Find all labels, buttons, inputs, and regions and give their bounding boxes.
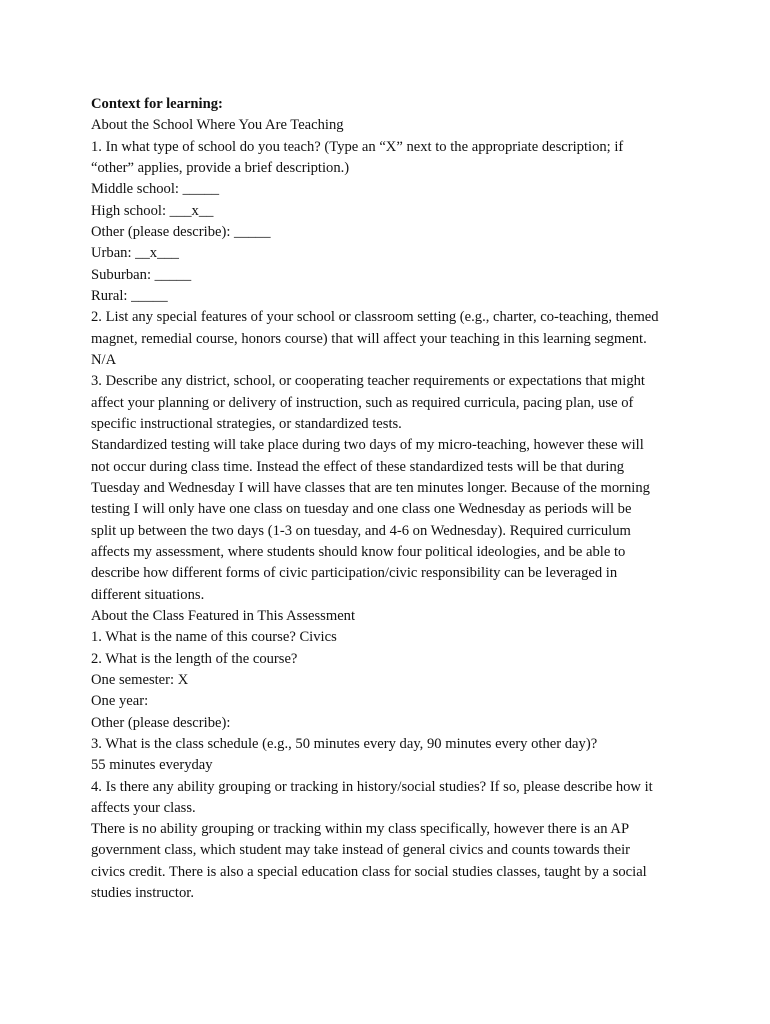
text-line: “other” applies, provide a brief description.)	[91, 159, 350, 176]
text-line: studies instructor.	[91, 885, 194, 902]
text-line: About the Class Featured in This Assessment	[91, 607, 356, 624]
text-line: N/A	[91, 351, 117, 368]
text-line: Urban: __x___	[91, 245, 179, 262]
text-line: 4. Is there any ability grouping or tracking in history/social studies? If so, please describe how it	[91, 778, 653, 795]
section-heading: Context for learning:	[91, 96, 223, 112]
text-line: specific instructional strategies, or standardized tests.	[91, 415, 402, 432]
text-line: One semester: X	[91, 671, 189, 688]
text-line: About the School Where You Are Teaching	[91, 117, 344, 134]
document-body	[91, 115, 711, 904]
text-line: High school: ___x__	[91, 202, 214, 219]
text-line: 2. List any special features of your school or classroom setting (e.g., charter, co-teaching, themed	[91, 309, 659, 326]
text-line: Tuesday and Wednesday I will have classes that are ten minutes longer. Because of the morning	[91, 479, 650, 496]
document-page	[91, 94, 711, 904]
text-line: 2. What is the length of the course?	[91, 650, 298, 667]
text-line: split up between the two days (1-3 on tuesday, and 4-6 on Wednesday). Required curriculum	[91, 522, 631, 539]
text-line: different situations.	[91, 586, 205, 603]
text-line: 1. In what type of school do you teach? (Type an “X” next to the appropriate description; if	[91, 138, 624, 155]
text-line: magnet, remedial course, honors course) that will affect your teaching in this learning segment.	[91, 330, 647, 347]
text-line: Standardized testing will take place during two days of my micro-teaching, however these will	[91, 437, 644, 454]
text-line: affects your class.	[91, 799, 196, 816]
text-line: Rural: _____	[91, 287, 168, 304]
text-line: 3. What is the class schedule (e.g., 50 minutes every day, 90 minutes every other day)?	[91, 735, 598, 752]
text-line: 3. Describe any district, school, or cooperating teacher requirements or expectations that might	[91, 373, 645, 390]
text-line: testing I will only have one class on tuesday and one class one Wednesday as periods will be	[91, 501, 632, 518]
text-line: affects my assessment, where students should know four political ideologies, and be able to	[91, 543, 626, 560]
text-line: Other (please describe):	[91, 714, 231, 731]
text-line: civics credit. There is also a special education class for social studies classes, taught by a social	[91, 863, 647, 880]
text-line: One year:	[91, 693, 149, 710]
text-line: not occur during class time. Instead the effect of these standardized tests will be that during	[91, 458, 625, 475]
text-line: Suburban: _____	[91, 266, 192, 283]
text-line: Other (please describe): _____	[91, 223, 271, 240]
text-line: affect your planning or delivery of instruction, such as required curricula, pacing plan, use of	[91, 394, 634, 411]
text-line: Middle school: _____	[91, 181, 220, 198]
text-line: describe how different forms of civic participation/civic responsibility can be leveraged in	[91, 565, 618, 582]
text-line: 55 minutes everyday	[91, 757, 213, 774]
text-line: government class, which student may take instead of general civics and counts towards their	[91, 842, 630, 859]
text-line: There is no ability grouping or tracking within my class specifically, however there is an AP	[91, 821, 630, 838]
text-line: 1. What is the name of this course? Civics	[91, 629, 337, 646]
